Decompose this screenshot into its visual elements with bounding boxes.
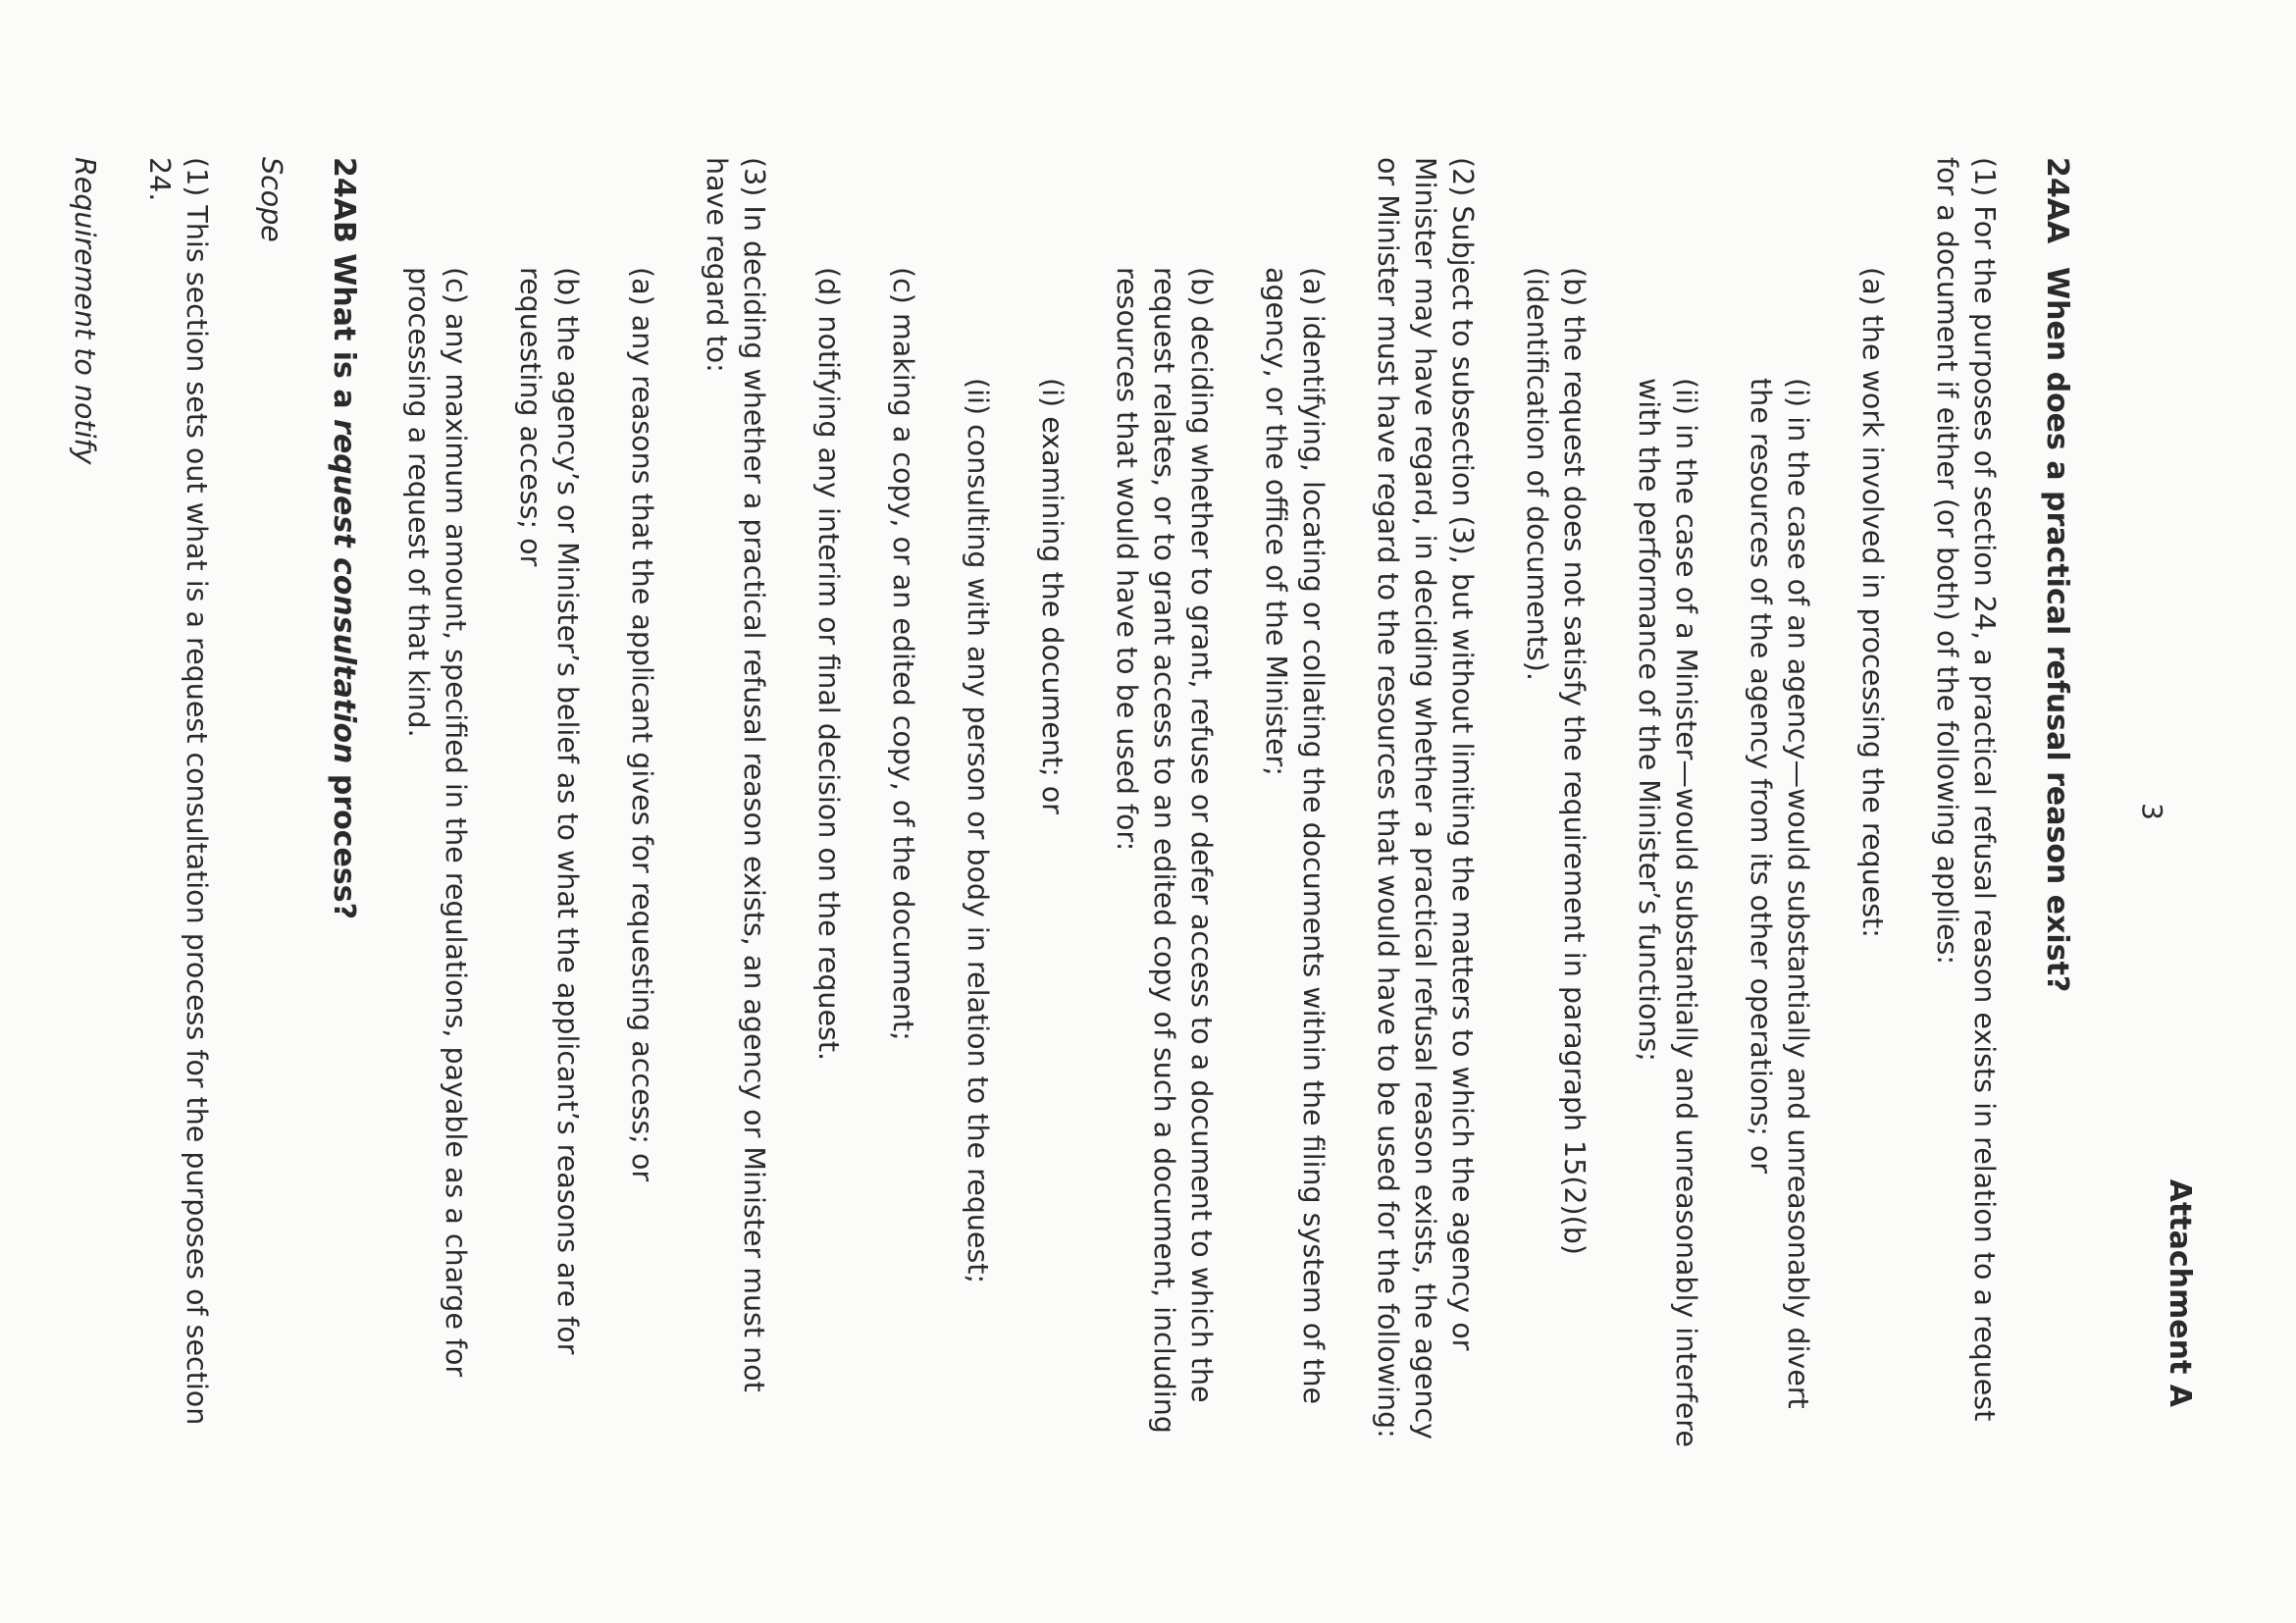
section-24AA-heading	[2038, 157, 2075, 1452]
section-number: 24AA	[2040, 157, 2074, 244]
paragraph-2b: (b) deciding whether to grant, refuse or defer access to a document to which the request relates, or to grant access to an edited copy of such a document, including resources that would have to be used for:	[1111, 267, 1218, 1434]
section-title-suffix: process?	[327, 763, 361, 919]
section-title-prefix: 24AB What is a	[327, 157, 361, 420]
subparagraph-1a-i: (i) in the case of an agency—would substantially and unreasonably divert the resources of the agency from its other operations; or	[1745, 378, 1814, 1409]
attachment-label: Attachment A	[2163, 1178, 2197, 1407]
document-body	[28, 157, 2075, 1452]
paragraph-1a: (a) the work involved in processing the request:	[1856, 267, 1889, 938]
section-24AB-subsection-1: (1) This section sets out what is a request consultation process for the purposes of section 24.	[143, 157, 213, 1426]
section-24AB-heading	[325, 157, 362, 1452]
subsection-3: (3) In deciding whether a practical refusal reason exists, an agency or Minister must not have regard to:	[701, 157, 770, 1392]
paragraph-2c: (c) making a copy, or an edited copy, of the document;	[887, 267, 919, 1041]
subsection-2: (2) Subject to subsection (3), but without limiting the matters to which the agency or Minister may have regard, in deciding whether a practical refusal reason exists, the agency or Minister must have regard to the resources that would have to be used for the following:	[1372, 157, 1479, 1440]
paragraph-3b: (b) the agency’s or Minister’s belief as to what the applicant’s reasons are for requesting access; or	[514, 267, 584, 1355]
requirement-heading: Requirement to notify	[69, 157, 101, 465]
page-number: 3	[2136, 803, 2168, 820]
paragraph-3c: (c) any maximum amount, specified in the regulations, payable as a charge for processing a request of that kind.	[402, 267, 472, 1378]
subparagraph-2b-i: (i) examining the document; or	[1036, 378, 1069, 814]
scope-heading: Scope	[255, 157, 287, 242]
subparagraph-1a-ii: (ii) in the case of a Minister—would substantially and unreasonably interfere with the performance of the Minister’s functions;	[1633, 378, 1702, 1447]
subparagraph-2b-ii: (ii) consulting with any person or body in relation to the request;	[962, 378, 994, 1284]
paragraph-2a: (a) identifying, locating or collating the documents within the filing system of the agency, or the office of the Minister;	[1260, 267, 1330, 1405]
section-title: When does a practical refusal reason exist?	[2040, 267, 2074, 993]
paragraph-3a: (a) any reasons that the applicant gives for requesting access; or	[626, 267, 658, 1182]
paragraph-2d: (d) notifying any interim or final decision on the request.	[812, 267, 845, 1062]
subsection-1: (1) For the purposes of section 24, a practical refusal reason exists in relation to a request for a document if either (or both) of the following applies:	[1931, 157, 2001, 1422]
section-title-defined-term: request consultation	[327, 419, 361, 764]
paragraph-1b: (b) the request does not satisfy the requirement in paragraph 15(2)(b) (identification of documents).	[1521, 267, 1591, 1256]
